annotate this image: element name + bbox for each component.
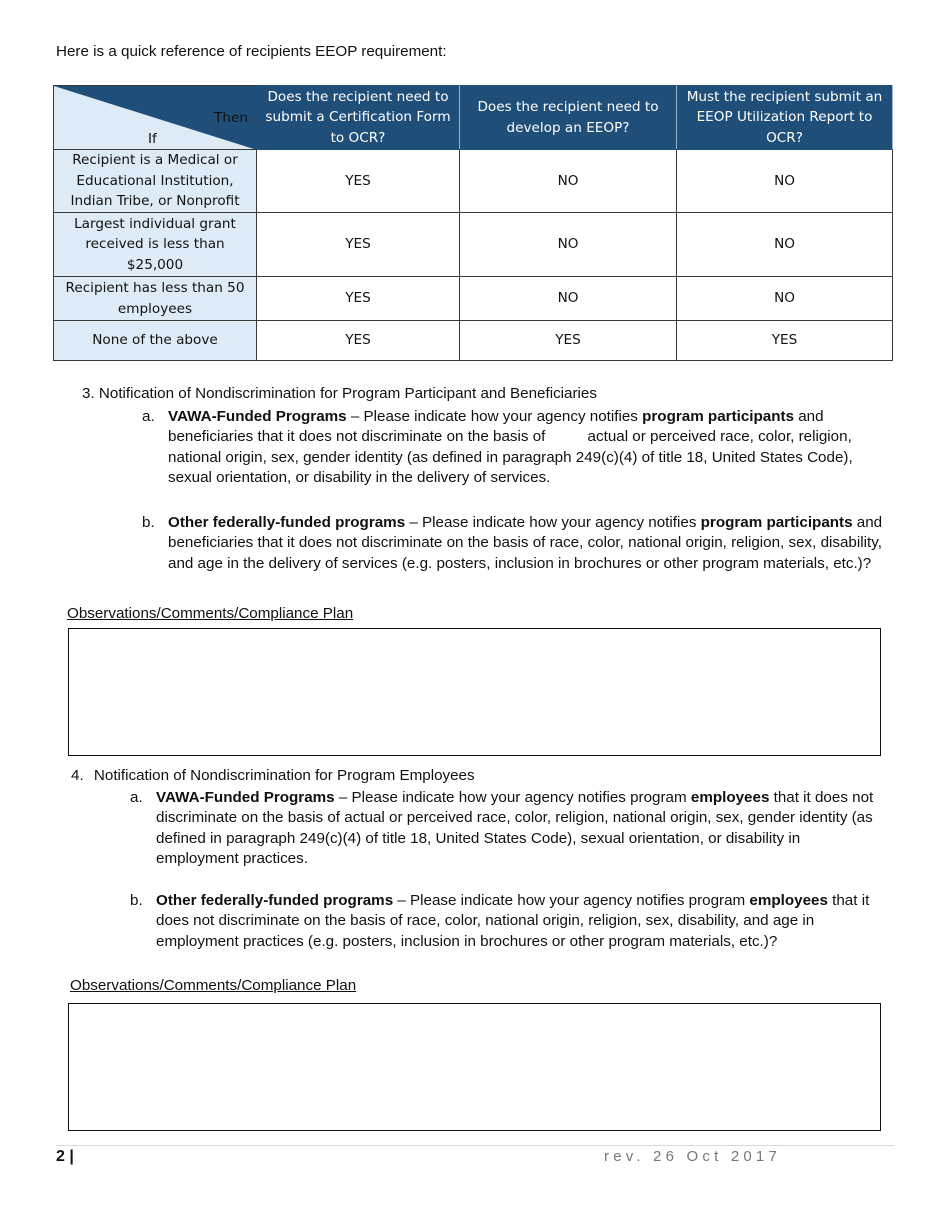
column-header-utilization-report: Must the recipient submit an EEOP Utilization Report to OCR? bbox=[677, 86, 893, 150]
section-3-number: 3. bbox=[82, 385, 95, 402]
footer-divider bbox=[56, 1145, 894, 1146]
row-condition: Recipient has less than 50 employees bbox=[54, 277, 257, 321]
table-cell: NO bbox=[677, 150, 893, 213]
section-4a-text: – Please indicate how your agency notifies program bbox=[334, 789, 691, 806]
table-row bbox=[54, 277, 893, 321]
table-corner-cell bbox=[54, 86, 257, 150]
corner-if-label: If bbox=[148, 131, 157, 147]
section-3b-item bbox=[142, 513, 890, 574]
section-4-number: 4. bbox=[71, 767, 84, 784]
section-3a-text: – Please indicate how your agency notifies bbox=[346, 408, 643, 425]
table-cell: YES bbox=[460, 321, 677, 361]
section-4-comments-box[interactable] bbox=[68, 1003, 881, 1131]
table-cell: YES bbox=[257, 277, 460, 321]
row-condition: None of the above bbox=[54, 321, 257, 361]
section-4-heading bbox=[71, 766, 475, 786]
section-4b-item bbox=[130, 891, 886, 952]
table-cell: NO bbox=[460, 213, 677, 277]
section-3b-text-rest: and beneficiaries that it does not discriminate on the basis of race, color, national origin, religion, sex, disability, and age in the delivery of services (e.g. posters, inclusion in brochures or other program materials, etc.)? bbox=[168, 514, 883, 572]
section-4a-bold-title: VAWA-Funded Programs bbox=[156, 789, 335, 806]
table-row bbox=[54, 213, 893, 277]
section-3-title: Notification of Nondiscrimination for Program Participant and Beneficiaries bbox=[98, 385, 597, 402]
section-3a-marker: a. bbox=[142, 408, 155, 425]
column-header-develop-eeop: Does the recipient need to develop an EEOP? bbox=[460, 86, 677, 150]
section-4a-marker: a. bbox=[130, 789, 143, 806]
row-condition: Largest individual grant received is less than $25,000 bbox=[54, 213, 257, 277]
revision-date: rev. 26 Oct 2017 bbox=[604, 1148, 781, 1165]
table-cell: NO bbox=[460, 150, 677, 213]
table-cell: NO bbox=[460, 277, 677, 321]
section-4b-text-rest: that it does not discriminate on the basis of race, color, national origin, religion, sex, disability, and age in employment practices (e.g. posters, inclusion in brochures or other program materials, etc.)? bbox=[156, 892, 870, 950]
table-cell: YES bbox=[257, 213, 460, 277]
section-4b-text: – Please indicate how your agency notifies program bbox=[393, 892, 750, 909]
section-4b-marker: b. bbox=[130, 892, 143, 909]
section-4a-text-rest: that it does not discriminate on the basis of actual or perceived race, color, religion, national origin, sex, gender identity (as defined in paragraph 249(c)(4) of title 18, United States Code), sexual orientation, or disability in employment practices. bbox=[156, 789, 874, 868]
section-4a-item bbox=[130, 788, 886, 870]
section-3b-marker: b. bbox=[142, 514, 155, 531]
section-3-heading bbox=[82, 384, 597, 404]
section-3b-bold-mid: program participants bbox=[700, 514, 853, 531]
table-cell: YES bbox=[677, 321, 893, 361]
page-number: 2 | bbox=[56, 1148, 74, 1165]
section-3-comments-label: Observations/Comments/Compliance Plan bbox=[67, 605, 354, 622]
intro-text: Here is a quick reference of recipients EEOP requirement: bbox=[56, 43, 447, 60]
section-3a-text-rest: and beneficiaries that it does not discriminate on the basis of actual or perceived race, color, religion, national origin, sex, gender identity (as defined in paragraph 249(c)(4) of title 18, United States Code), sexual orientation, or disability in the delivery of services. bbox=[168, 408, 857, 487]
table-header-row bbox=[54, 86, 893, 150]
section-4a-bold-mid: employees bbox=[690, 789, 770, 806]
table-row bbox=[54, 150, 893, 213]
table-cell: NO bbox=[677, 277, 893, 321]
row-condition: Recipient is a Medical or Educational Institution, Indian Tribe, or Nonprofit bbox=[54, 150, 257, 213]
table-cell: YES bbox=[257, 321, 460, 361]
section-4b-bold-title: Other federally-funded programs bbox=[156, 892, 394, 909]
section-3a-item bbox=[142, 407, 890, 489]
section-4b-bold-mid: employees bbox=[749, 892, 828, 909]
section-4-title: Notification of Nondiscrimination for Program Employees bbox=[93, 767, 475, 784]
section-4-comments-label: Observations/Comments/Compliance Plan bbox=[70, 977, 357, 994]
section-3b-bold-title: Other federally-funded programs bbox=[168, 514, 406, 531]
table-cell: YES bbox=[257, 150, 460, 213]
eeop-requirements-table bbox=[53, 85, 893, 361]
column-header-certification: Does the recipient need to submit a Certification Form to OCR? bbox=[257, 86, 460, 150]
section-3a-bold-mid: program participants bbox=[642, 408, 795, 425]
section-3a-bold-title: VAWA-Funded Programs bbox=[168, 408, 347, 425]
section-3-comments-box[interactable] bbox=[68, 628, 881, 756]
section-3b-text: – Please indicate how your agency notifies bbox=[405, 514, 701, 531]
table-row bbox=[54, 321, 893, 361]
table-cell: NO bbox=[677, 213, 893, 277]
corner-then-label: Then bbox=[214, 110, 248, 126]
